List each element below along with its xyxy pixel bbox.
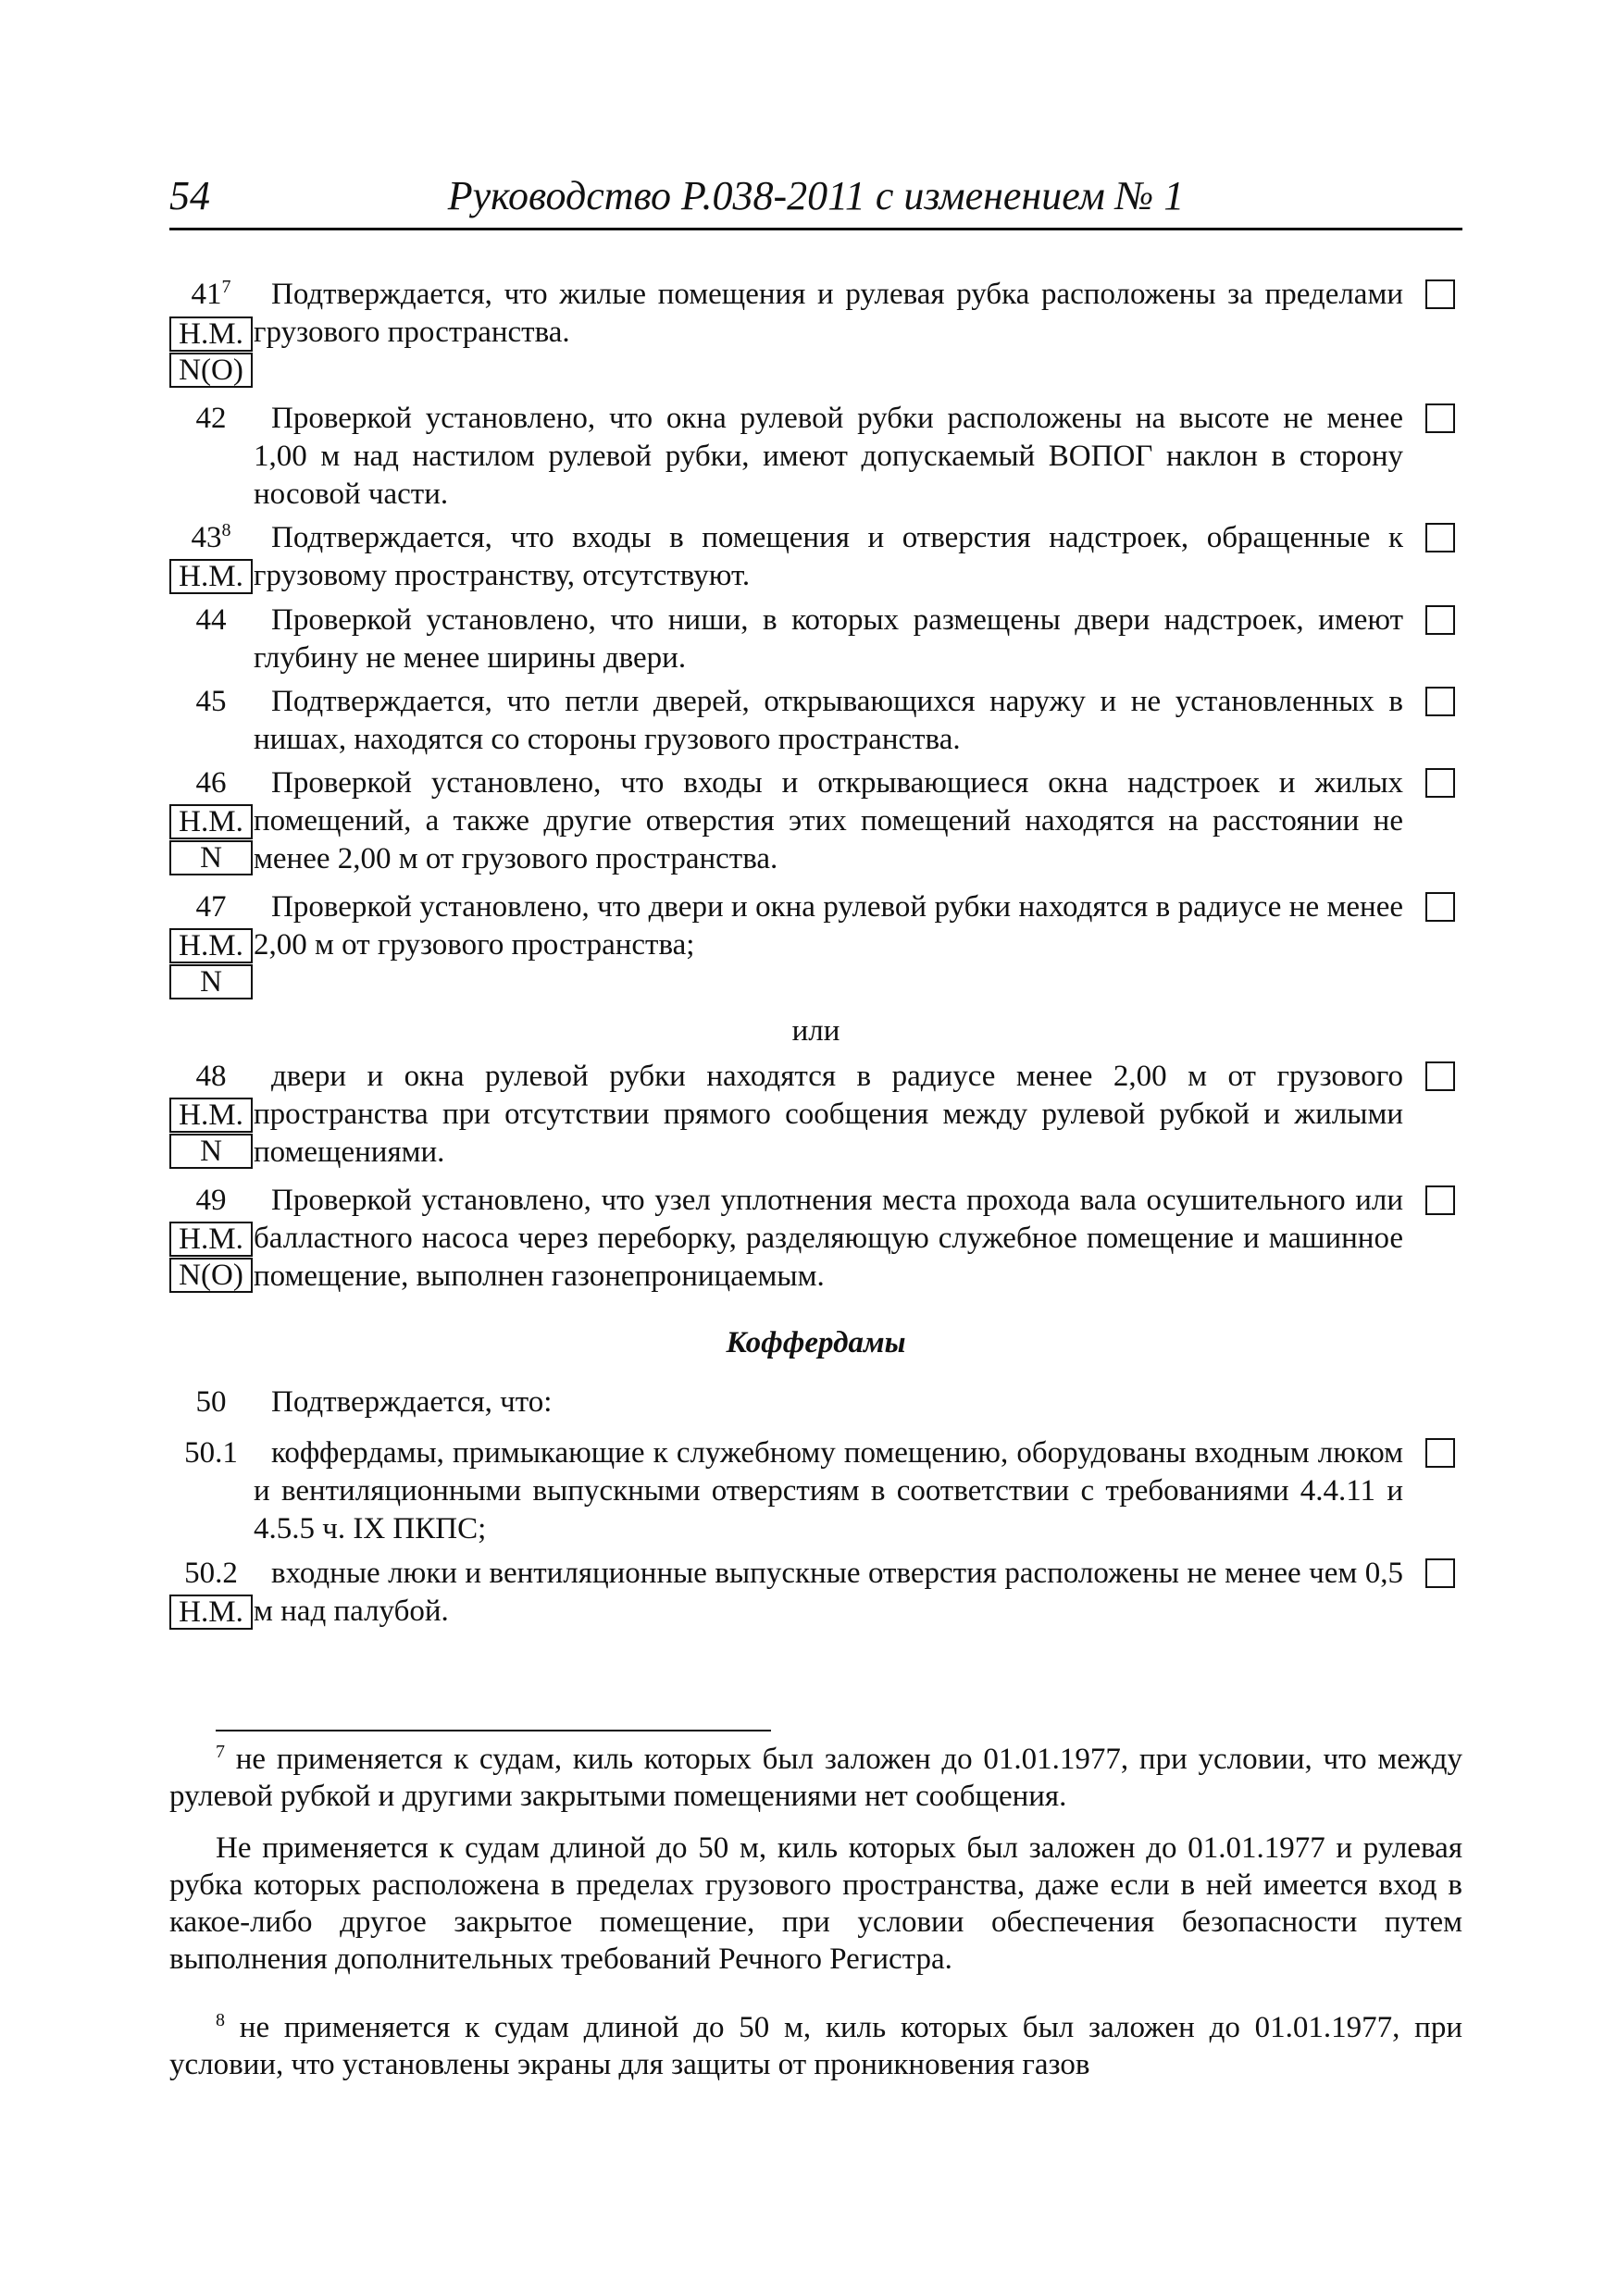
footnote-8 bbox=[169, 2009, 1462, 2083]
page-header bbox=[169, 172, 1462, 230]
item-checkbox[interactable] bbox=[1425, 523, 1455, 552]
item-checkbox[interactable] bbox=[1425, 687, 1455, 716]
item-number: 50 bbox=[195, 1385, 227, 1419]
item-text: коффердамы, примыкающие к служебному помещению, оборудованы входным люком и вентиляционными выпускными отверстиям в соответствии с требованиями 4.4.11 и 4.5.5 ч. IX ПКПС; bbox=[254, 1436, 1403, 1545]
tag-nm: Н.М. bbox=[169, 928, 253, 963]
tag-n: N bbox=[169, 964, 253, 999]
item-number: $41^7$ bbox=[191, 277, 231, 311]
tag-nm: Н.М. bbox=[169, 804, 253, 839]
item-number: 42 bbox=[195, 402, 227, 435]
item-number: 45 bbox=[195, 685, 227, 718]
or-separator: или bbox=[791, 1014, 840, 1048]
tag-n: N bbox=[169, 1134, 253, 1169]
footnote-text: не применяется к судам, киль которых был заложен до 01.01.1977, при условии, что между рулевой рубкой и другими закрытыми помещениями нет сообщения. bbox=[169, 1743, 1463, 1813]
footnote-divider bbox=[216, 1730, 771, 1731]
footnote-7-continuation: Не применяется к судам длиной до 50 м, киль которых был заложен до 01.01.1977 и рулевая рубка которых расположена в пределах грузового пространства, даже если в ней имеется вход в какое-либо другое закрытое помещение, при условии обеспечения безопасности путем выполнения дополнительных требований Речного Регистра. bbox=[169, 1831, 1462, 1976]
item-checkbox[interactable] bbox=[1425, 1061, 1455, 1091]
footnote-marker: 8 bbox=[216, 2010, 225, 2030]
tag-nm: Н.М. bbox=[169, 559, 253, 594]
item-text: Подтверждается, что жилые помещения и рулевая рубка расположены за пределами грузового пространства. bbox=[254, 278, 1403, 349]
footnote-text: не применяется к судам длиной до 50 м, киль которых был заложен до 01.01.1977, при условии, что установлены экраны для защиты от проникновения газов bbox=[169, 2011, 1463, 2081]
footnote-marker: 7 bbox=[216, 1742, 225, 1762]
item-number: 50.1 bbox=[184, 1436, 238, 1470]
item-number: 49 bbox=[195, 1184, 227, 1217]
tag-n-o: N(O) bbox=[169, 1258, 253, 1293]
tag-nm: Н.М. bbox=[169, 316, 253, 352]
footnote-7 bbox=[169, 1741, 1462, 1815]
item-checkbox[interactable] bbox=[1425, 1185, 1455, 1215]
item-text: Проверкой установлено, что узел уплотнения места прохода вала осушительного или балластного насоса через переборку, разделяющую служебное помещение и машинное помещение, выполнен газонепроницаемым. bbox=[254, 1184, 1403, 1293]
tag-nm: Н.М. bbox=[169, 1098, 253, 1133]
tag-nm: Н.М. bbox=[169, 1595, 253, 1630]
item-number: 46 bbox=[195, 766, 227, 800]
item-text: Проверкой установлено, что ниши, в которых размещены двери надстроек, имеют глубину не менее ширины двери. bbox=[254, 603, 1403, 675]
item-text: Подтверждается, что петли дверей, открывающихся наружу и не установленных в нишах, находятся со стороны грузового пространства. bbox=[254, 685, 1403, 756]
item-checkbox[interactable] bbox=[1425, 1558, 1455, 1588]
item-checkbox[interactable] bbox=[1425, 605, 1455, 635]
item-number: 47 bbox=[195, 890, 227, 924]
page-number: 54 bbox=[169, 173, 210, 218]
item-text: Проверкой установлено, что двери и окна рулевой рубки находятся в радиусе не менее 2,00 м от грузового пространства; bbox=[254, 890, 1403, 962]
item-text: Подтверждается, что входы в помещения и отверстия надстроек, обращенные к грузовому пространству, отсутствуют. bbox=[254, 521, 1403, 592]
item-text: Проверкой установлено, что входы и открывающиеся окна надстроек и жилых помещений, а также другие отверстия этих помещений находятся на расстоянии не менее 2,00 м от грузового пространства. bbox=[254, 766, 1403, 875]
item-text: Проверкой установлено, что окна рулевой рубки расположены на высоте не менее 1,00 м над настилом рулевой рубки, имеют допускаемый ВОПОГ наклон в сторону носовой части. bbox=[254, 402, 1403, 511]
item-checkbox[interactable] bbox=[1425, 1438, 1455, 1468]
item-number: 44 bbox=[195, 603, 227, 637]
item-number: 50.2 bbox=[184, 1557, 238, 1590]
item-text: двери и окна рулевой рубки находятся в радиусе менее 2,00 м от грузового пространства при отсутствии прямого сообщения между рулевой рубкой и жилыми помещениями. bbox=[254, 1060, 1403, 1169]
tag-n: N bbox=[169, 840, 253, 875]
item-checkbox[interactable] bbox=[1425, 768, 1455, 798]
item-text: входные люки и вентиляционные выпускные отверстия расположены не менее чем 0,5 м над палубой. bbox=[254, 1557, 1403, 1628]
tag-n-o: N(O) bbox=[169, 353, 253, 388]
item-checkbox[interactable] bbox=[1425, 279, 1455, 309]
item-checkbox[interactable] bbox=[1425, 892, 1455, 922]
page-title: Руководство Р.038-2011 с изменением № 1 bbox=[447, 173, 1185, 218]
item-text: Подтверждается, что: bbox=[271, 1385, 553, 1419]
section-title: Коффердамы bbox=[726, 1326, 906, 1359]
item-number: $43^8$ bbox=[191, 520, 231, 554]
item-checkbox[interactable] bbox=[1425, 403, 1455, 433]
item-number: 48 bbox=[195, 1060, 227, 1093]
tag-nm: Н.М. bbox=[169, 1222, 253, 1257]
